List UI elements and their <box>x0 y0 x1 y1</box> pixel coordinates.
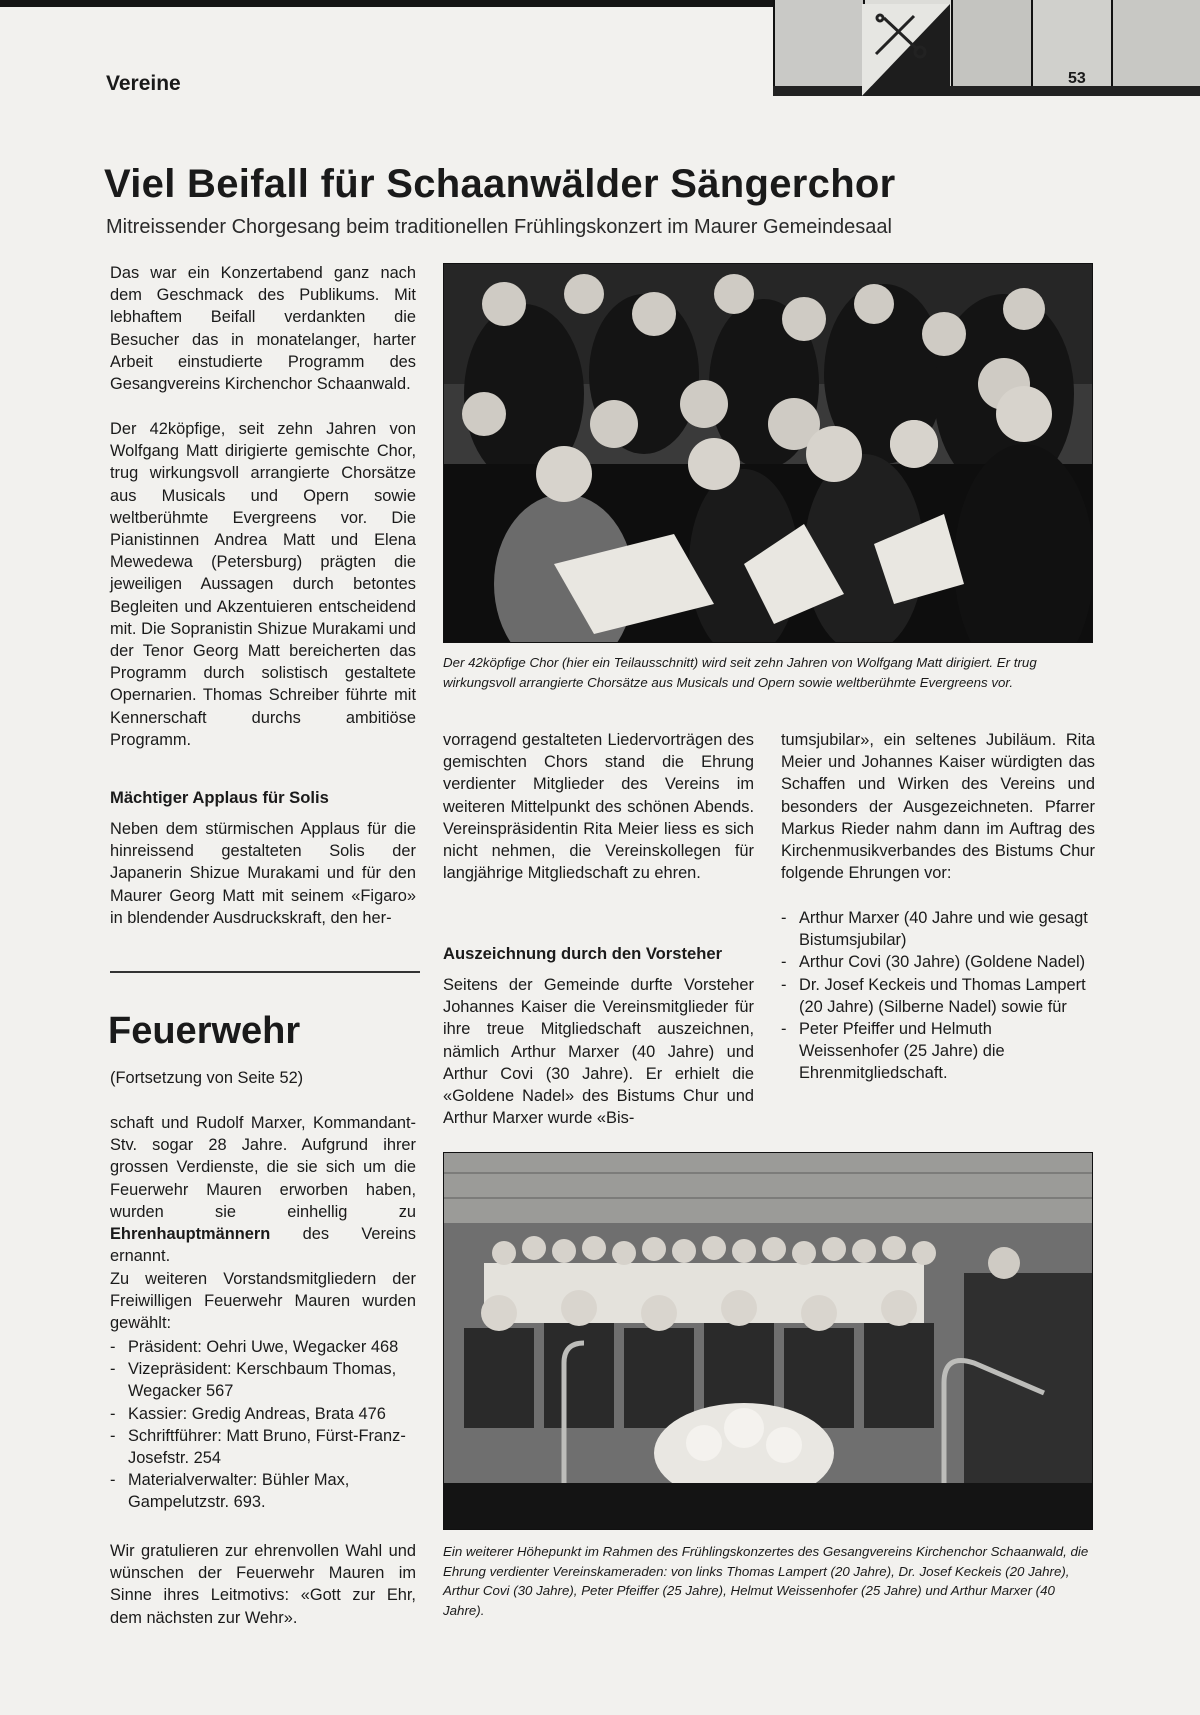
choir-photo-image <box>444 264 1092 642</box>
feuerwehr-paragraph-2: Zu weiteren Vorstandsmitgliedern der Freiwilligen Feuerwehr Mauren wurden gewählt: <box>110 1270 416 1333</box>
coat-of-arms-icon <box>862 4 950 96</box>
feuerwehr-text-end: des Vereins ernannt. <box>110 1225 416 1266</box>
article-paragraph-6: tumsjubilar», ein seltenes Jubiläum. Rita Meier und Johannes Kaiser würdigten das Schaffen und Wirken des Vereins und besonders der Ausgezeichneten. Pfarrer Markus Rieder nahm dann im Auftrag des Kirchenmusikverbandes des Bistums Chur folgende Ehrungen vor: <box>781 731 1095 883</box>
choir-photo <box>443 263 1093 643</box>
list-item: - Präsident: Oehri Uwe, Wegacker 468 <box>110 1336 420 1358</box>
header-box <box>773 0 1200 96</box>
list-item: - Arthur Marxer (40 Jahre und wie gesagt Bistumsjubilar) <box>781 907 1095 951</box>
list-item: - Vizepräsident: Kerschbaum Thomas, Wegacker 567 <box>110 1358 420 1402</box>
article-paragraph-5: Seitens der Gemeinde durfte Vorsteher Johannes Kaiser die Vereinsmitglieder für ihre treue Mitgliedschaft auszeichnen, nämlich Arthur Marxer (40 Jahre) und Arthur Covi (30 Jahre). Er erhielt die «Goldene Nadel» des Bistums Chur und Arthur Marxer wurde «Bis- <box>443 976 754 1128</box>
photo-caption-1: Der 42köpfige Chor (hier ein Teilausschnitt) wird seit zehn Jahren von Wolfgang Matt dirigiert. Er trug wirkungsvoll arrangierte Chorsätze aus Musicals und Opern sowie weltberühmte Evergreens vor. <box>443 655 1037 690</box>
article-paragraph-1: Das war ein Konzertabend ganz nach dem Geschmack des Publikums. Mit lebhaftem Beifall verdankten die Besucher das in monatelanger, harter Arbeit einstudierte Programm des Gesangvereins Kirchenchor Schaanwald. <box>110 264 416 394</box>
feuerwehr-text: schaft und Rudolf Marxer, Kommandant-Stv. sogar 28 Jahre. Aufgrund ihrer grossen Verdienste, die sie sich um die Feuerwehr Mauren erworben haben, wurden sie einhellig zu <box>110 1114 416 1221</box>
subheading-solis: Mächtiger Applaus für Solis <box>110 788 329 807</box>
section-divider <box>110 971 420 973</box>
article-paragraph-3: Neben dem stürmischen Applaus für die hinreissend gestalteten Solis der Japanerin Shizue Murakami und für den Maurer Georg Matt mit seinem «Figaro» in blendender Ausdruckskraft, den her- <box>110 820 416 927</box>
list-item: - Dr. Josef Keckeis und Thomas Lampert (20 Jahre) (Silberne Nadel) sowie für <box>781 974 1095 1018</box>
list-item: - Schriftführer: Matt Bruno, Fürst-Franz-Josefstr. 254 <box>110 1425 420 1469</box>
list-item: - Materialverwalter: Bühler Max, Gampelutzstr. 693. <box>110 1469 420 1513</box>
article-paragraph-2: Der 42köpfige, seit zehn Jahren von Wolfgang Matt dirigierte gemischte Chor, trug wirkungsvoll arrangierte Chorsätze aus Musicals und Opern sowie weltberühmte Evergreens vor. Die Pianistinnen Andrea Matt und Elena Mewedewa (Petersburg) prägten die jeweiligen Aussagen durch betontes Begleiten und Akzentuieren entscheidend mit. Die Sopranistin Shizue Murakami und der Tenor Georg Matt bereicherten das Programm durch solistisch gestaltete Opernarien. Thomas Schreiber führte mit Kennerschaft durchs ambitiöse Programm. <box>110 420 416 749</box>
section-label: Vereine <box>106 72 181 95</box>
honorees-photo-image <box>444 1153 1092 1529</box>
photo-caption-2: Ein weiterer Höhepunkt im Rahmen des Frühlingskonzertes des Gesangvereins Kirchenchor Schaanwald, die Ehrung verdienter Vereinskameraden: von links Thomas Lampert (20 Jahre), Dr. Josef Keckeis (20 Jahre), Arthur Covi (30 Jahre), Peter Pfeiffer (25 Jahre), Helmut Weissenhofer (25 Jahre) und Arthur Marxer (40 Jahre). <box>443 1544 1089 1618</box>
honors-list <box>781 907 1095 1085</box>
feuerwehr-paragraph-3: Wir gratulieren zur ehrenvollen Wahl und wünschen der Feuerwehr Mauren im Sinne ihres Leitmotivs: «Gott zur Ehr, dem nächsten zur Wehr». <box>110 1542 416 1627</box>
article-subtitle: Mitreissender Chorgesang beim traditionellen Frühlingskonzert im Maurer Gemeindesaal <box>106 216 892 238</box>
list-item: - Peter Pfeiffer und Helmuth Weissenhofer (25 Jahre) die Ehrenmitgliedschaft. <box>781 1018 1095 1085</box>
page-number: 53 <box>1068 70 1086 87</box>
continued-note: (Fortsetzung von Seite 52) <box>110 1069 304 1087</box>
list-item: - Arthur Covi (30 Jahre) (Goldene Nadel) <box>781 951 1095 973</box>
feuerwehr-bold-text: Ehrenhauptmännern <box>110 1225 271 1244</box>
board-list <box>110 1336 420 1514</box>
article-paragraph-4: vorragend gestalteten Liedervorträgen des gemischten Chors stand die Ehrung verdienter Mitglieder des Vereins im weiteren Mittelpunkt des schönen Abends. Vereinspräsidentin Rita Meier liess es sich nicht nehmen, die Vereinskollegen für langjährige Mitgliedschaft zu ehren. <box>443 731 754 883</box>
list-item: - Kassier: Gredig Andreas, Brata 476 <box>110 1403 420 1425</box>
subheading-vorsteher: Auszeichnung durch den Vorsteher <box>443 944 723 963</box>
feuerwehr-paragraph-1 <box>110 1112 416 1267</box>
honorees-photo <box>443 1152 1093 1530</box>
feuerwehr-title: Feuerwehr <box>108 1010 301 1052</box>
article-title: Viel Beifall für Schaanwälder Sängerchor <box>104 162 896 206</box>
